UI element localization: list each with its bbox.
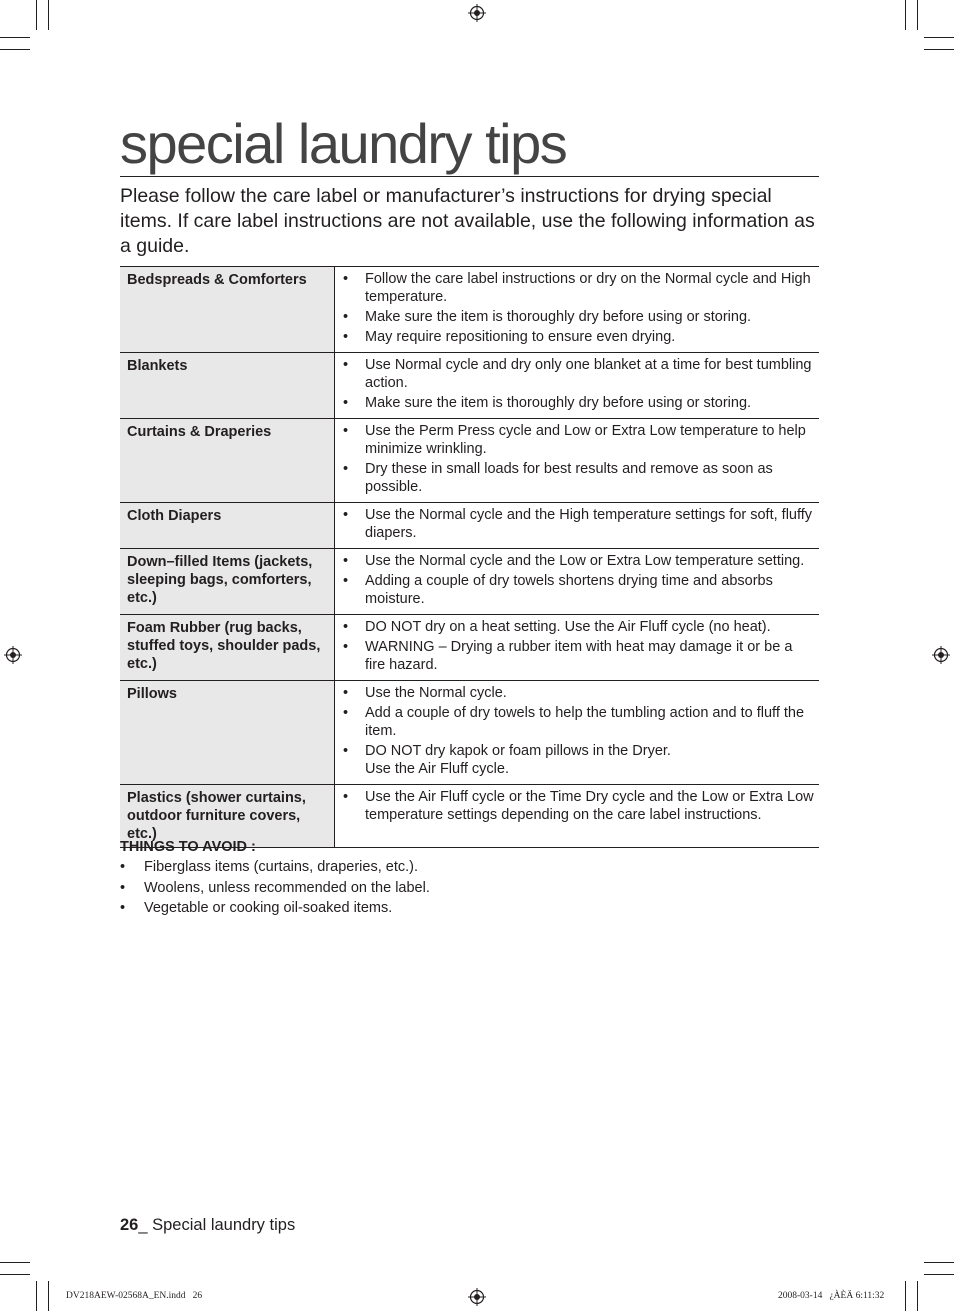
list-item: • Use the Air Fluff cycle or the Time Dry cycle and the Low or Extra Low temperature settings depending on the care label instructions.	[343, 788, 815, 824]
laundry-tips-table	[120, 266, 819, 848]
list-item-continuation: Use the Air Fluff cycle.	[365, 761, 509, 777]
print-slug-file: DV218AEW-02568A_EN.indd 26	[66, 1291, 203, 1301]
crop-mark	[924, 1274, 954, 1275]
table-row	[120, 549, 819, 615]
list-item: • Follow the care label instructions or dry on the Normal cycle and High temperature.	[343, 270, 815, 306]
item-cell: Plastics (shower curtains, outdoor furniture covers, etc.)	[120, 785, 335, 848]
item-cell: Cloth Diapers	[120, 503, 335, 549]
page-footer	[120, 1215, 295, 1235]
registration-mark-icon	[4, 646, 22, 664]
intro-paragraph: Please follow the care label or manufacturer’s instructions for drying special items. If care label instructions are not available, use the following information as a guide.	[120, 185, 815, 257]
list-item: • Adding a couple of dry towels shortens drying time and absorbs moisture.	[343, 572, 815, 608]
registration-mark-icon	[932, 646, 950, 664]
crop-mark	[0, 1274, 30, 1275]
list-item: • Use the Normal cycle.	[343, 684, 815, 702]
table-row	[120, 353, 819, 419]
table-row	[120, 419, 819, 503]
list-item: • WARNING – Drying a rubber item with heat may damage it or be a fire hazard.	[343, 638, 815, 674]
item-cell: Curtains & Draperies	[120, 419, 335, 503]
item-cell: Bedspreads & Comforters	[120, 267, 335, 353]
item-cell: Down–filled Items (jackets, sleeping bags, comforters, etc.)	[120, 549, 335, 615]
crop-mark	[924, 1262, 954, 1263]
crop-mark	[917, 1281, 918, 1311]
things-to-avoid-heading: THINGS TO AVOID :	[120, 839, 256, 855]
list-item: • May require repositioning to ensure even drying.	[343, 328, 815, 346]
table-row	[120, 681, 819, 785]
list-item: • Use the Normal cycle and the Low or Extra Low temperature setting.	[343, 552, 815, 570]
crop-mark	[0, 49, 30, 50]
crop-mark	[36, 1281, 37, 1311]
crop-mark	[924, 37, 954, 38]
list-item: • Fiberglass items (curtains, draperies, etc.).	[120, 858, 620, 876]
things-to-avoid-list	[120, 858, 620, 920]
item-cell: Foam Rubber (rug backs, stuffed toys, shoulder pads, etc.)	[120, 615, 335, 681]
table-row	[120, 503, 819, 549]
list-item: • Add a couple of dry towels to help the tumbling action and to fluff the item.	[343, 704, 815, 740]
crop-mark	[905, 0, 906, 30]
crop-mark	[905, 1281, 906, 1311]
registration-mark-icon	[468, 4, 486, 22]
print-slug-date: 2008-03-14 ¿ÀÈÄ 6:11:32	[778, 1291, 885, 1301]
notes-cell	[335, 615, 820, 681]
section-name: _ Special laundry tips	[138, 1216, 296, 1234]
page-number: 26	[120, 1216, 139, 1234]
notes-cell	[335, 419, 820, 503]
list-item: • Woolens, unless recommended on the label.	[120, 879, 620, 897]
notes-cell	[335, 681, 820, 785]
crop-mark	[0, 37, 30, 38]
item-cell: Pillows	[120, 681, 335, 785]
crop-mark	[36, 0, 37, 30]
notes-cell	[335, 267, 820, 353]
notes-cell	[335, 353, 820, 419]
notes-cell	[335, 785, 820, 848]
list-item: • DO NOT dry on a heat setting. Use the Air Fluff cycle (no heat).	[343, 618, 815, 636]
notes-cell	[335, 503, 820, 549]
list-item: • Use Normal cycle and dry only one blanket at a time for best tumbling action.	[343, 356, 815, 392]
registration-mark-icon	[468, 1288, 486, 1306]
list-item: • Make sure the item is thoroughly dry before using or storing.	[343, 394, 815, 412]
list-item: • Dry these in small loads for best results and remove as soon as possible.	[343, 460, 815, 496]
item-cell: Blankets	[120, 353, 335, 419]
page-title: special laundry tips	[120, 112, 819, 177]
crop-mark	[48, 1281, 49, 1311]
list-item: • DO NOT dry kapok or foam pillows in the Dryer.	[343, 742, 815, 760]
crop-mark	[917, 0, 918, 30]
notes-cell	[335, 549, 820, 615]
crop-mark	[924, 49, 954, 50]
list-item: • Use the Normal cycle and the High temperature settings for soft, fluffy diapers.	[343, 506, 815, 542]
list-item: • Make sure the item is thoroughly dry before using or storing.	[343, 308, 815, 326]
list-item: • Use the Perm Press cycle and Low or Extra Low temperature to help minimize wrinkling.	[343, 422, 815, 458]
crop-mark	[0, 1262, 30, 1263]
table-row	[120, 615, 819, 681]
crop-mark	[48, 0, 49, 30]
table-row	[120, 267, 819, 353]
list-item: • Vegetable or cooking oil-soaked items.	[120, 899, 620, 917]
